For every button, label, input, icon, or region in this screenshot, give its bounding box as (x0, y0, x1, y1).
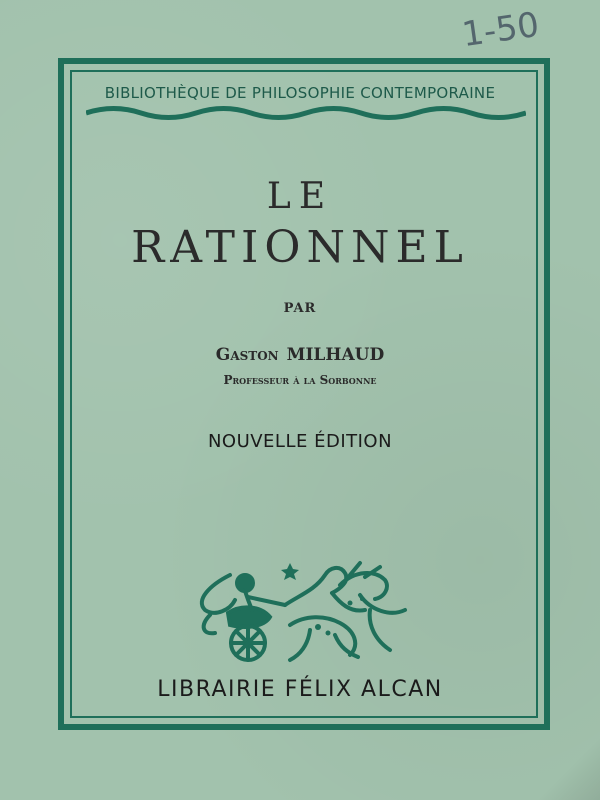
par-label: PAR (283, 301, 317, 316)
series-title: BIBLIOTHÈQUE DE PHILOSOPHIE CONTEMPORAINE (104, 84, 496, 102)
author-name (0, 345, 600, 365)
wave-ornament-icon (86, 104, 526, 122)
chariot-emblem-icon (190, 555, 420, 670)
book-title: RATIONNEL (131, 222, 469, 273)
author-first-name: Gaston (215, 345, 279, 365)
title-article: LE (266, 176, 334, 217)
publisher-name: LIBRAIRIE FÉLIX ALCAN (157, 677, 443, 702)
handwritten-price-note: 1-50 (459, 4, 542, 56)
author-last-name: MILHAUD (286, 345, 385, 365)
paper-corner-shadow (520, 720, 600, 800)
author-affiliation: Professeur à la Sorbonne (223, 373, 377, 387)
edition-label: NOUVELLE ÉDITION (207, 431, 393, 452)
